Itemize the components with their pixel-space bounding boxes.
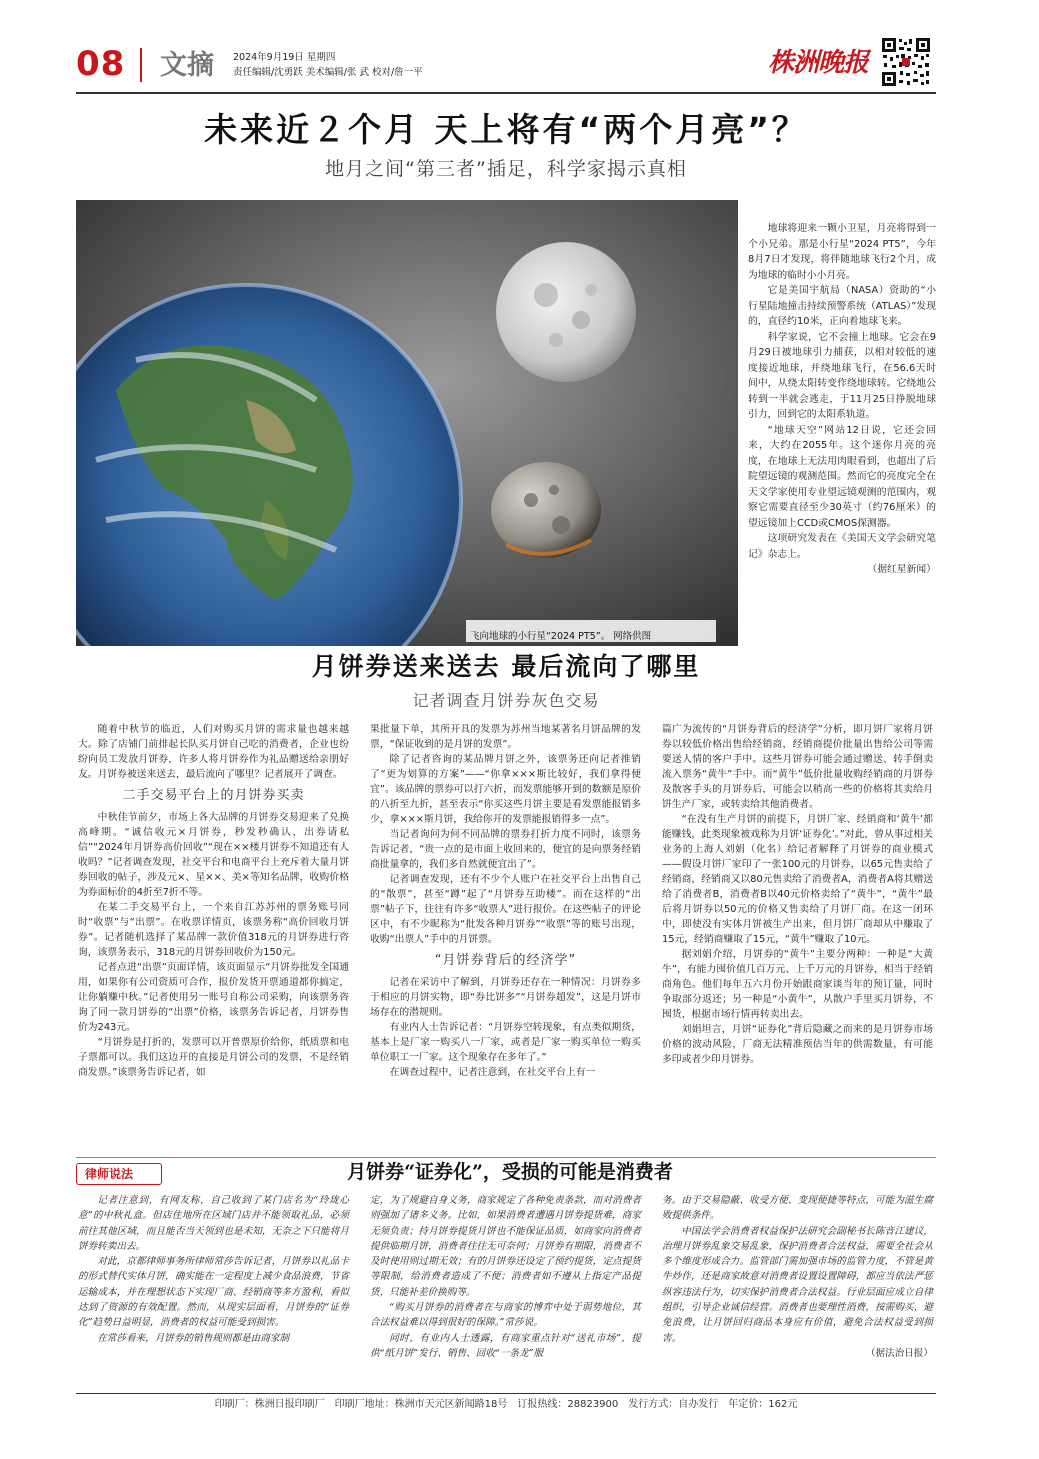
header-meta (233, 50, 423, 80)
article2-column-2 (370, 722, 641, 1080)
article3-headline: 月饼券“证券化”，受损的可能是消费者 (347, 1161, 673, 1183)
section-name: 文摘 (160, 50, 214, 81)
qr-code-icon (880, 36, 932, 88)
article2-paragraph: 果批量下单，其所开具的发票为苏州当地某著名月饼品牌的发票，“保证收到的是月饼的发票”。 (370, 724, 641, 750)
article2-paragraph: 据刘娟介绍，月饼券的“黄牛”主要分两种：一种是“大黄牛”，有能力囤价值几百万元、上千万元的月饼券，相当于经销商角色。他们每年五六月份开始跟商家谈当年的预订量，同时争取部分返还；另一种是“小黄牛”，从散户手里买月饼券，不囤货，根据市场行情再转卖出去。 (662, 949, 933, 1020)
article1-headline: 未来近２个月 天上将有“两个月亮”？ (204, 110, 808, 149)
article3-paragraph: 记者注意到，有网友称，自己收到了某门店名为“玲珑心意”的中秋礼盒。但店住地所在区域门店并不能领取礼品，必须前往其他区域，而且能否当天领到也是未知，无奈之下只能将月饼券转卖出去。 (78, 1195, 349, 1252)
article2-paragraph: 当记者询问为何不同品牌的票券打折力度不同时，该票务告诉记者，“贵一点的是市面上收回来的，便宜的是向票务经销商批量拿的，我们多自然就便宜出了”。 (370, 829, 641, 870)
article2-paragraph: 除了记者咨询的某品牌月饼之外，该票务还向记者推销了“更为划算的方案”——“你拿×××斯比较好，我们拿得便宜”。该品牌的票券可以打六折，而发票能够开到的数额是原价的八折至九折，甚至表示“你买这些月饼主要是看发票能报销多少，拿×××斯月饼，我给你开的发票能报销得多一点”。 (370, 754, 641, 825)
article3-source: （据法治日报） (865, 1347, 933, 1359)
article1-paragraph: 它是美国宇航局（NASA）资助的“小行星陆地撞击持续预警系统（ATLAS）”发现的，直径约10米，正向着地球飞来。 (748, 285, 936, 327)
header-divider (140, 48, 142, 82)
article3-paragraph: 对此，京都律师事务所律师常莎告诉记者，月饼券以礼品卡的形式替代实体月饼，确实能在一定程度上减少食品浪费，节省运输成本，并在理想状态下实现厂商、经销商等多方盈利，看似达到了资源的有效配置。然而，从现实层面看，月饼券的“证券化”趋势日益明显，消费者的权益可能受到损害。 (78, 1256, 349, 1329)
editor-credits: 责任编辑/沈勇跃 美术编辑/张 武 校对/詹一平 (233, 67, 423, 78)
article1-paragraph: 地球将迎来一颗小卫星，月亮将得到一个小兄弟。那是小行星“2024 PT5”，今年8月7日才发现，将伴随地球飞行2个月，成为地球的临时小小月亮。 (748, 223, 936, 281)
article2-paragraph: 记者在采访中了解到，月饼券还存在一种情况：月饼券多于相应的月饼实物，即“券比饼多”“月饼券超发”，这是月饼市场存在的潜规则。 (370, 977, 641, 1018)
article2-paragraph: 刘娟坦言，月饼“证券化”背后隐藏之而来的是月饼券市场价格的波动风险，厂商无法精准预估当年的供需数量，有可能多印或者少印月饼券。 (662, 1024, 933, 1065)
article2-paragraph: 记者点进“出票”页面详情，该页面显示“月饼券批发全国通用，如果你有公司资质可合作，报价发货开票通道都你搞定，让你躺赚中秋。”记者使用另一账号自称公司采购，向该票务咨询了同一款月饼券的“出票”价格，该票务告诉记者，月饼券售价为243元。 (78, 962, 349, 1033)
article1-source: （据红星新闻） (867, 564, 936, 575)
article1-photo (76, 200, 738, 646)
article2-paragraph: 篇广为流传的“月饼券背后的经济学”分析，即月饼厂家将月饼券以较低价格出售给经销商，经销商提价批量出售给公司等需要送人情的客户手中。这些月饼券可能会通过赠送、转手倒卖流入票务“黄牛”手中。而“黄牛”低价批量收购经销商的月饼券及散客手头的月饼券后，可能会以稍高一些的价格将其卖给月饼生产厂家，或转卖给其他消费者。 (662, 724, 933, 810)
article3-paragraph: 中国法学会消费者权益保护法研究会副秘书长陈音江建议，治理月饼券乱象交易乱象，保护消费者合法权益，需要全社会从多个维度形成合力。监管部门需加强市场的监管力度，不管是黄牛炒作，还是商家故意对消费者设置设置障碍，都应当依法严惩纵容违法行为，切实保护消费者合法权益。行业层面应成立自律组织，引导企业诚信经营。消费者也要理性消费，按需购买，避免浪费，让月饼回归商品本身应有价值，避免合法权益受到损害。 (662, 1225, 933, 1344)
article2-subheadline: 记者调查月饼券灰色交易 (412, 691, 600, 710)
print-info-footer: 印刷厂：株洲日报印刷厂 印刷厂地址：株洲市天元区新闻路18号 订报热线：28823900 发行方式：自办发行 年定价：162元 (214, 1399, 798, 1410)
issue-date: 2024年9月19日 星期四 (233, 52, 336, 63)
article3-paragraph: 在常莎看来，月饼券的销售规则都是由商家制 (97, 1332, 290, 1344)
lawyer-says-tag (76, 1163, 162, 1185)
article3-paragraph: “购买月饼券的消费者在与商家的博弈中处于弱势地位，其合法权益难以得到很好的保障。”常莎说。 (370, 1302, 641, 1329)
photo-caption: 飞向地球的小行星“2024 PT5”。 网络供图 (470, 631, 652, 642)
article2-paragraph: “在没有生产月饼的前提下，月饼厂家、经销商和‘黄牛’都能赚钱，此类现象被戏称为月饼‘证券化’。”对此，曾从事过相关业务的上海人刘娟（化名）给记者解释了月饼券的商业模式——假设月饼厂家印了一张100元的月饼券，以65元售卖给了经销商，经销商又以80元售卖给了消费者A，消费者A将其赠送给了消费者B，消费者B以40元价格卖给了“黄牛”，“黄牛”最后将月饼券以50元的价格又售卖给了月饼厂商。在这一闭环中，即使没有实体月饼被生产出来，但月饼厂商却从中赚取了15元，经销商赚取了15元，“黄牛”赚取了10元。 (662, 814, 933, 945)
article3-column-1 (78, 1193, 349, 1346)
article1-paragraph: 科学家说，它不会撞上地球。它会在9月29日被地球引力捕获，以相对较低的速度接近地球，并绕地球飞行，在56.6天时间中，从绕太阳转变作绕地球转。它绕地公转到一半就会逃走，于11月25日挣脱地球引力，回到它的太阳系轨道。 (748, 331, 936, 420)
article3-paragraph: 务。由于交易隐蔽、收受方便、变现便捷等特点，可能为滋生腐败提供条件。 (662, 1195, 933, 1222)
article1-paragraph: 这项研究发表在《美国天文学会研究笔记》杂志上。 (748, 533, 936, 560)
lawyer-says-label: 律师说法 (85, 1167, 134, 1181)
article2-paragraph: 在调查过程中，记者注意到，在社交平台上有一 (389, 1067, 596, 1078)
header-rule (76, 92, 936, 94)
article1-subheadline: 地月之间“第三者”插足，科学家揭示真相 (325, 158, 687, 180)
article3-paragraph: 定，为了规避自身义务，商家规定了各种免责条款，而对消费者则强加了诸多义务。比如，如果消费者遭遇月饼券提货难，商家无须负责；持月饼券提货月饼也不能保证品质，如商家向消费者提供临期月饼，消费者往往无可奈何；月饼券有期限，消费者不及时使用则过期无效；有的月饼券还设定了预约提货，定点提货等限制，给消费者造成了不便；消费者如不遵从上指定产品提货，只能补差价换购等。 (370, 1195, 641, 1298)
footer-rule (76, 1393, 936, 1394)
article2-paragraph: 中秋佳节前夕，市场上各大品牌的月饼券交易迎来了兑换高峰期。“诚信收元×月饼券，秒发秒确认，出券请私信”“2024年月饼券高价回收”“现在××楼月饼券不知道还有人收吗？”记者调查发现，社交平台和电商平台上充斥着大量月饼券回收的帖子，涉及元×、星××、美×等知名品牌，收购价格为券面标价的4折至7折不等。 (78, 812, 349, 898)
article2-paragraph: 随着中秋节的临近，人们对购买月饼的需求量也越来越大。除了店铺门前排起长队买月饼自己吃的消费者，企业也纷纷向员工发放月饼券，许多人将月饼券作为礼品赠送给亲朋好友。月饼券被送来送去，最后流向了哪里？记者展开了调查。 (78, 724, 349, 780)
article2-column-3 (662, 722, 933, 1067)
article3-paragraph: 同时，有业内人士透露，有商家重点针对“送礼市场”，提供“纸月饼”发行、销售、回收“一条龙”服 (370, 1332, 641, 1359)
page-number: 08 (76, 44, 126, 84)
article2-section-heading: “月饼券背后的经济学” (434, 953, 577, 968)
article1-body (748, 221, 936, 578)
article2-paragraph: 有业内人士告诉记者：“月饼券空转现象，有点类似期货，基本上是厂家一购买八一厂家，或者是厂家一购买单位一购买单位职工一厂家。这个现象存在多年了。” (370, 1022, 641, 1063)
article2-paragraph: 在某二手交易平台上，一个来自江苏苏州的票务账号同时“收票”与“出票”。在收票详情页，该票务称“高价回收月饼券”。记者随机选择了某品牌一款价值318元的月饼券进行咨询，该票务表示，318元的月饼券回收价为150元。 (78, 902, 349, 958)
article2-headline: 月饼券送来送去 最后流向了哪里 (311, 652, 701, 681)
article3-column-2 (370, 1193, 641, 1361)
newspaper-logo: 株洲晚报 (768, 48, 869, 78)
article3-column-3 (662, 1193, 933, 1361)
article2-column-1 (78, 722, 349, 1080)
article2-paragraph: “月饼券是打折的，发票可以开普票原价给你，纸质票和电子票都可以。我们这边开的直接是月饼公司的发票，不是经销商发票。”该票务告诉记者，如 (78, 1037, 349, 1078)
article1-paragraph: “地球天空”网站12日说，它还会回来，大约在2055年。这个迷你月亮的亮度，在地球上无法用肉眼看到，也超出了后院望远镜的观测范围。然而它的亮度完全在天文学家使用专业望远镜观测的范围内，观察它需要直径至少30英寸（约76厘米）的望远镜加上CCD或CMOS探测器。 (748, 424, 936, 529)
article2-paragraph: 记者调查发现，还有不少个人账户在社交平台上出售自己的“散票”，甚至“蹲”起了“月饼券互助楼”。而在这样的“出票”帖子下，往往有许多“收票人”进行报价。在这些帖子的评论区中，有不少昵称为“批发各种月饼券”“收票”等的账号出现，收购“出票人”手中的月饼票。 (370, 874, 641, 945)
article2-section-heading: 二手交易平台上的月饼券买卖 (122, 788, 305, 803)
